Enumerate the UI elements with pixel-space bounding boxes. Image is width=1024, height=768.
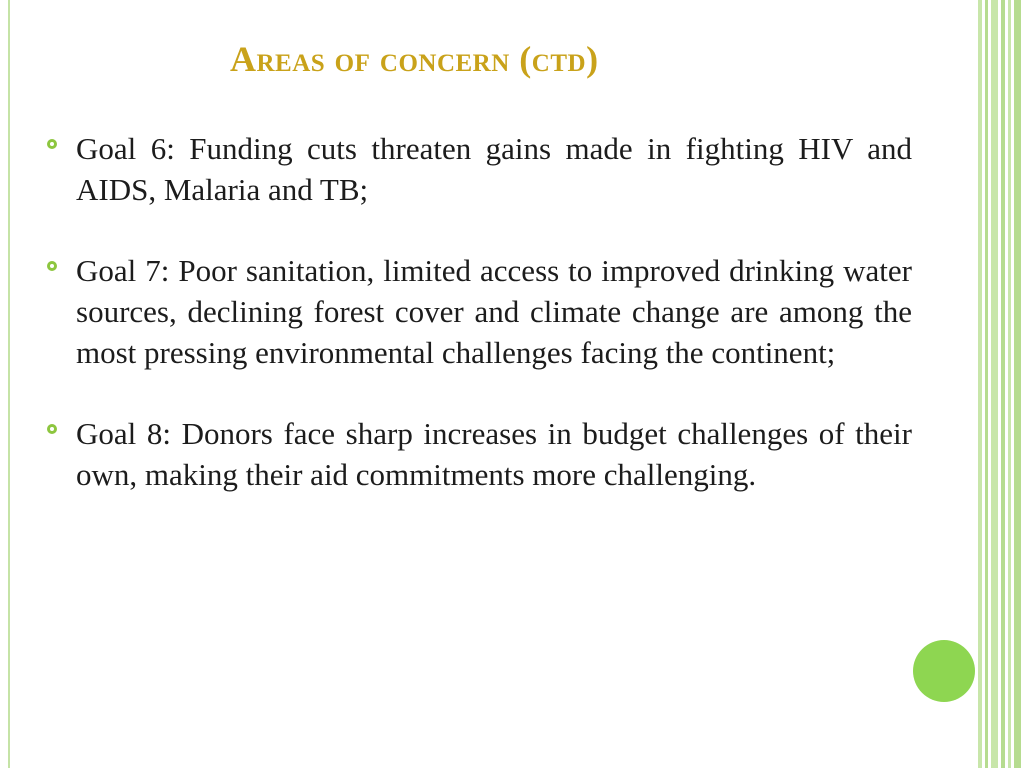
bullet-text: Goal 8: Donors face sharp increases in budget challenges of their own, making their aid commitments more challenging. (76, 416, 912, 492)
right-border-stripe (978, 0, 982, 768)
bullet-item (44, 413, 912, 495)
bullet-text: Goal 6: Funding cuts threaten gains made in fighting HIV and AIDS, Malaria and TB; (76, 131, 912, 207)
right-border-stripe (1001, 0, 1005, 768)
decorative-circle (913, 640, 975, 702)
slide-title: Areas of concern (ctd) (230, 39, 599, 79)
bullet-item (44, 250, 912, 373)
right-border-stripe (985, 0, 988, 768)
bullet-item (44, 128, 912, 210)
bullet-text: Goal 7: Poor sanitation, limited access to improved drinking water sources, declining forest cover and climate change are among the most pressing environmental challenges facing the continent; (76, 253, 912, 370)
bullet-list (44, 128, 912, 535)
left-border (8, 0, 10, 768)
circle-bullet-icon (47, 139, 57, 149)
right-border-stripe (1008, 0, 1011, 768)
right-border-stripe (991, 0, 998, 768)
right-border-stripe (1014, 0, 1021, 768)
circle-bullet-icon (47, 261, 57, 271)
circle-bullet-icon (47, 424, 57, 434)
